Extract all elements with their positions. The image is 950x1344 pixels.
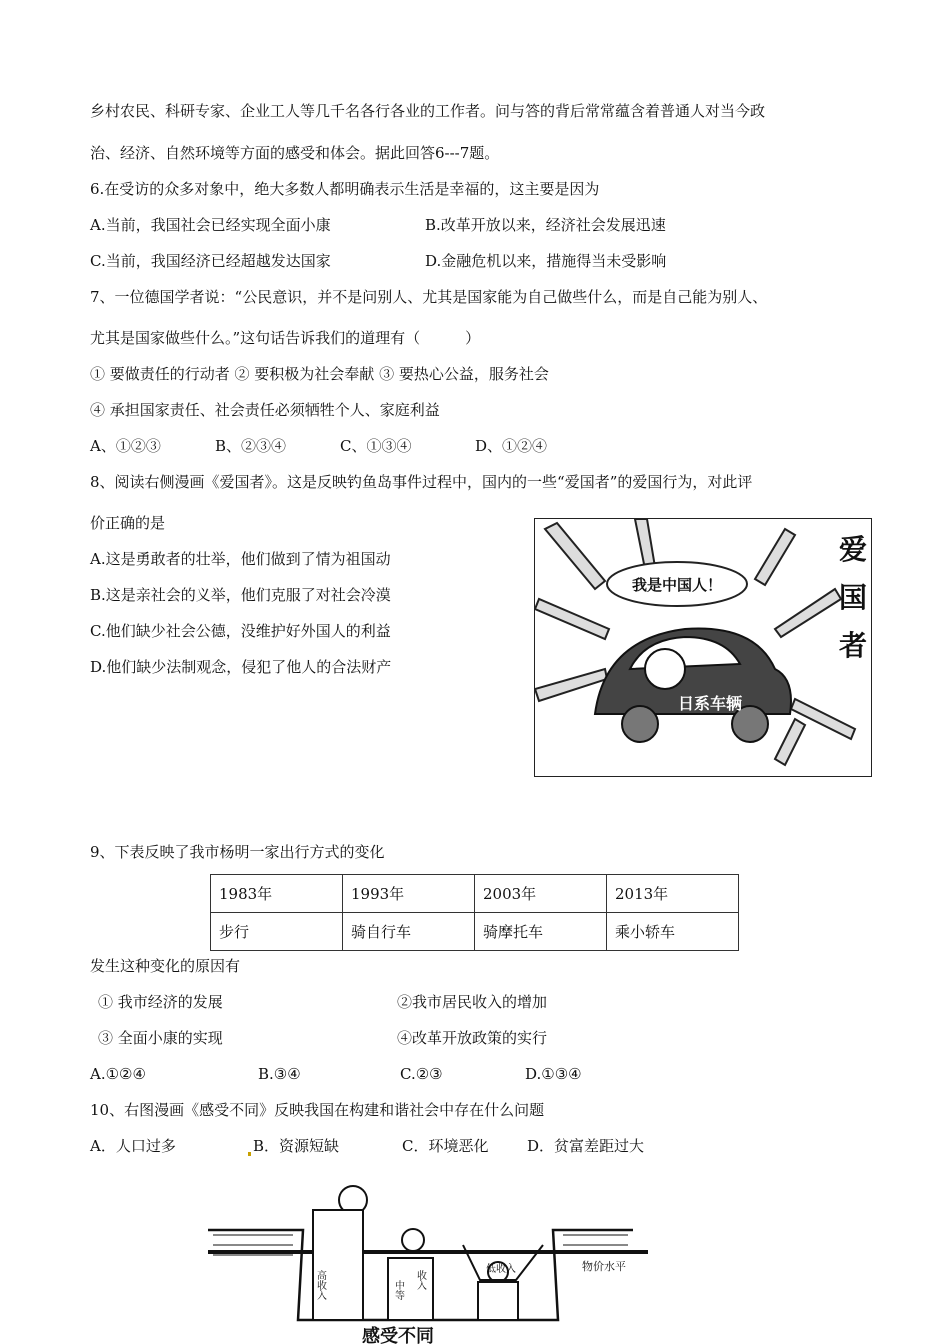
table-cell: 骑自行车 <box>343 913 475 951</box>
q7-option-d: D、①②④ <box>475 437 548 455</box>
low-income-label: 低收入 <box>486 1264 516 1275</box>
table-cell: 乘小轿车 <box>607 913 739 951</box>
table-cell: 骑摩托车 <box>475 913 607 951</box>
middle-income-head <box>402 1229 424 1251</box>
q9-statement-3: ③ 全面小康的实现 <box>98 1029 223 1047</box>
high-income-label: 高收入 <box>314 1270 326 1300</box>
q10-option-b: B．资源短缺 <box>253 1137 340 1155</box>
hand-tool-icon <box>775 719 805 765</box>
patriot-cartoon-drawing <box>535 519 871 776</box>
q9-statement-4: ④改革开放政策的实行 <box>397 1029 548 1047</box>
car-wheel <box>622 706 658 742</box>
hand-tool-icon <box>775 589 841 637</box>
q6-stem: 6.在受访的众多对象中，绝大多数人都明确表示生活是幸福的，这主要是因为 <box>90 180 600 198</box>
q7-stem-1: 7、一位德国学者说：“公民意识，并不是问别人、尤其是国家能为自己做些什么，而是自己能为别人、 <box>90 288 768 306</box>
q10-option-d: D．贫富差距过大 <box>527 1137 645 1155</box>
q9-statement-2: ②我市居民收入的增加 <box>397 993 548 1011</box>
car-label: 日系车辆 <box>677 694 743 713</box>
q10-option-c: C．环境恶化 <box>402 1137 489 1155</box>
table-cell: 1993年 <box>343 875 475 913</box>
cartoon-caption: 感受不同 <box>362 1326 434 1344</box>
q10-option-b-wrap <box>248 1136 339 1156</box>
travel-table <box>210 874 739 951</box>
middle-income-label-left: 中等 <box>392 1280 404 1300</box>
q9-statement-1: ① 我市经济的发展 <box>98 993 223 1011</box>
q8-stem-2: 价正确的是 <box>90 514 166 532</box>
price-level-label: 物价水平 <box>582 1260 626 1273</box>
mark-dot <box>248 1152 251 1156</box>
hand-tool-icon <box>635 519 655 569</box>
intro-line-2: 治、经济、自然环境等方面的感受和体会。据此回答6---7题。 <box>90 144 500 162</box>
q6-option-b: B.改革开放以来，经济社会发展迅速 <box>425 216 666 234</box>
q6-option-c: C.当前，我国经济已经超越发达国家 <box>90 252 331 270</box>
middle-income-label-right: 收入 <box>414 1270 426 1290</box>
q9-option-d: D.①③④ <box>525 1065 582 1083</box>
hand-tool-icon <box>535 669 607 701</box>
q9-option-c: C.②③ <box>400 1065 443 1083</box>
table-row <box>211 875 739 913</box>
q7-statements-1: ① 要做责任的行动者 ② 要积极为社会奉献 ③ 要热心公益，服务社会 <box>90 365 549 383</box>
cartoon-title-char-3: 者 <box>838 629 868 662</box>
q8-stem-1: 8、阅读右侧漫画《爱国者》。这是反映钓鱼岛事件过程中，国内的一些“爱国者”的爱国行为，对此评 <box>90 473 753 491</box>
q6-option-d: D.金融危机以来，措施得当未受影响 <box>425 252 667 270</box>
cartoon-title-char-1: 爱 <box>838 533 868 566</box>
q7-stem-2: 尤其是国家做些什么。”这句话告诉我们的道理有（ ） <box>90 329 481 347</box>
q8-option-b: B.这是亲社会的义举，他们克服了对社会冷漠 <box>90 586 391 604</box>
q10-option-a: A．人口过多 <box>90 1137 176 1155</box>
low-income-body <box>478 1282 518 1320</box>
q8-option-d: D.他们缺少法制观念，侵犯了他人的合法财产 <box>90 658 392 676</box>
table-cell: 2003年 <box>475 875 607 913</box>
q9-option-a: A.①②④ <box>90 1065 146 1083</box>
q8-option-a: A.这是勇敢者的壮举，他们做到了情为祖国动 <box>90 550 391 568</box>
q9-stem: 9、下表反映了我市杨明一家出行方式的变化 <box>90 843 385 861</box>
table-cell: 2013年 <box>607 875 739 913</box>
q9-option-b: B.③④ <box>258 1065 301 1083</box>
table-row <box>211 913 739 951</box>
q8-option-c: C.他们缺少社会公德，没维护好外国人的利益 <box>90 622 391 640</box>
table-cell: 1983年 <box>211 875 343 913</box>
table-cell: 步行 <box>211 913 343 951</box>
q6-option-a: A.当前，我国社会已经实现全面小康 <box>90 216 331 234</box>
q7-option-a: A、①②③ <box>90 437 161 455</box>
q10-stem: 10、右图漫画《感受不同》反映我国在构建和谐社会中存在什么问题 <box>90 1101 545 1119</box>
income-cartoon <box>208 1180 648 1344</box>
q9-reason: 发生这种变化的原因有 <box>90 957 241 975</box>
high-income-body <box>313 1210 363 1320</box>
q7-option-c: C、①③④ <box>340 437 412 455</box>
speech-bubble-text: 我是中国人！ <box>631 576 723 594</box>
driver-face <box>645 649 685 689</box>
cartoon-title-char-2: 国 <box>838 581 868 614</box>
hand-tool-icon <box>535 599 609 639</box>
patriot-cartoon <box>534 518 872 777</box>
intro-line-1: 乡村农民、科研专家、企业工人等几千名各行各业的工作者。问与答的背后常常蕴含着普通人对当今政 <box>90 102 766 120</box>
q7-option-b: B、②③④ <box>215 437 287 455</box>
hand-tool-icon <box>755 529 795 585</box>
hand-tool-icon <box>545 523 605 589</box>
income-cartoon-drawing <box>208 1180 648 1344</box>
q7-statements-2: ④ 承担国家责任、社会责任必须牺牲个人、家庭利益 <box>90 401 440 419</box>
